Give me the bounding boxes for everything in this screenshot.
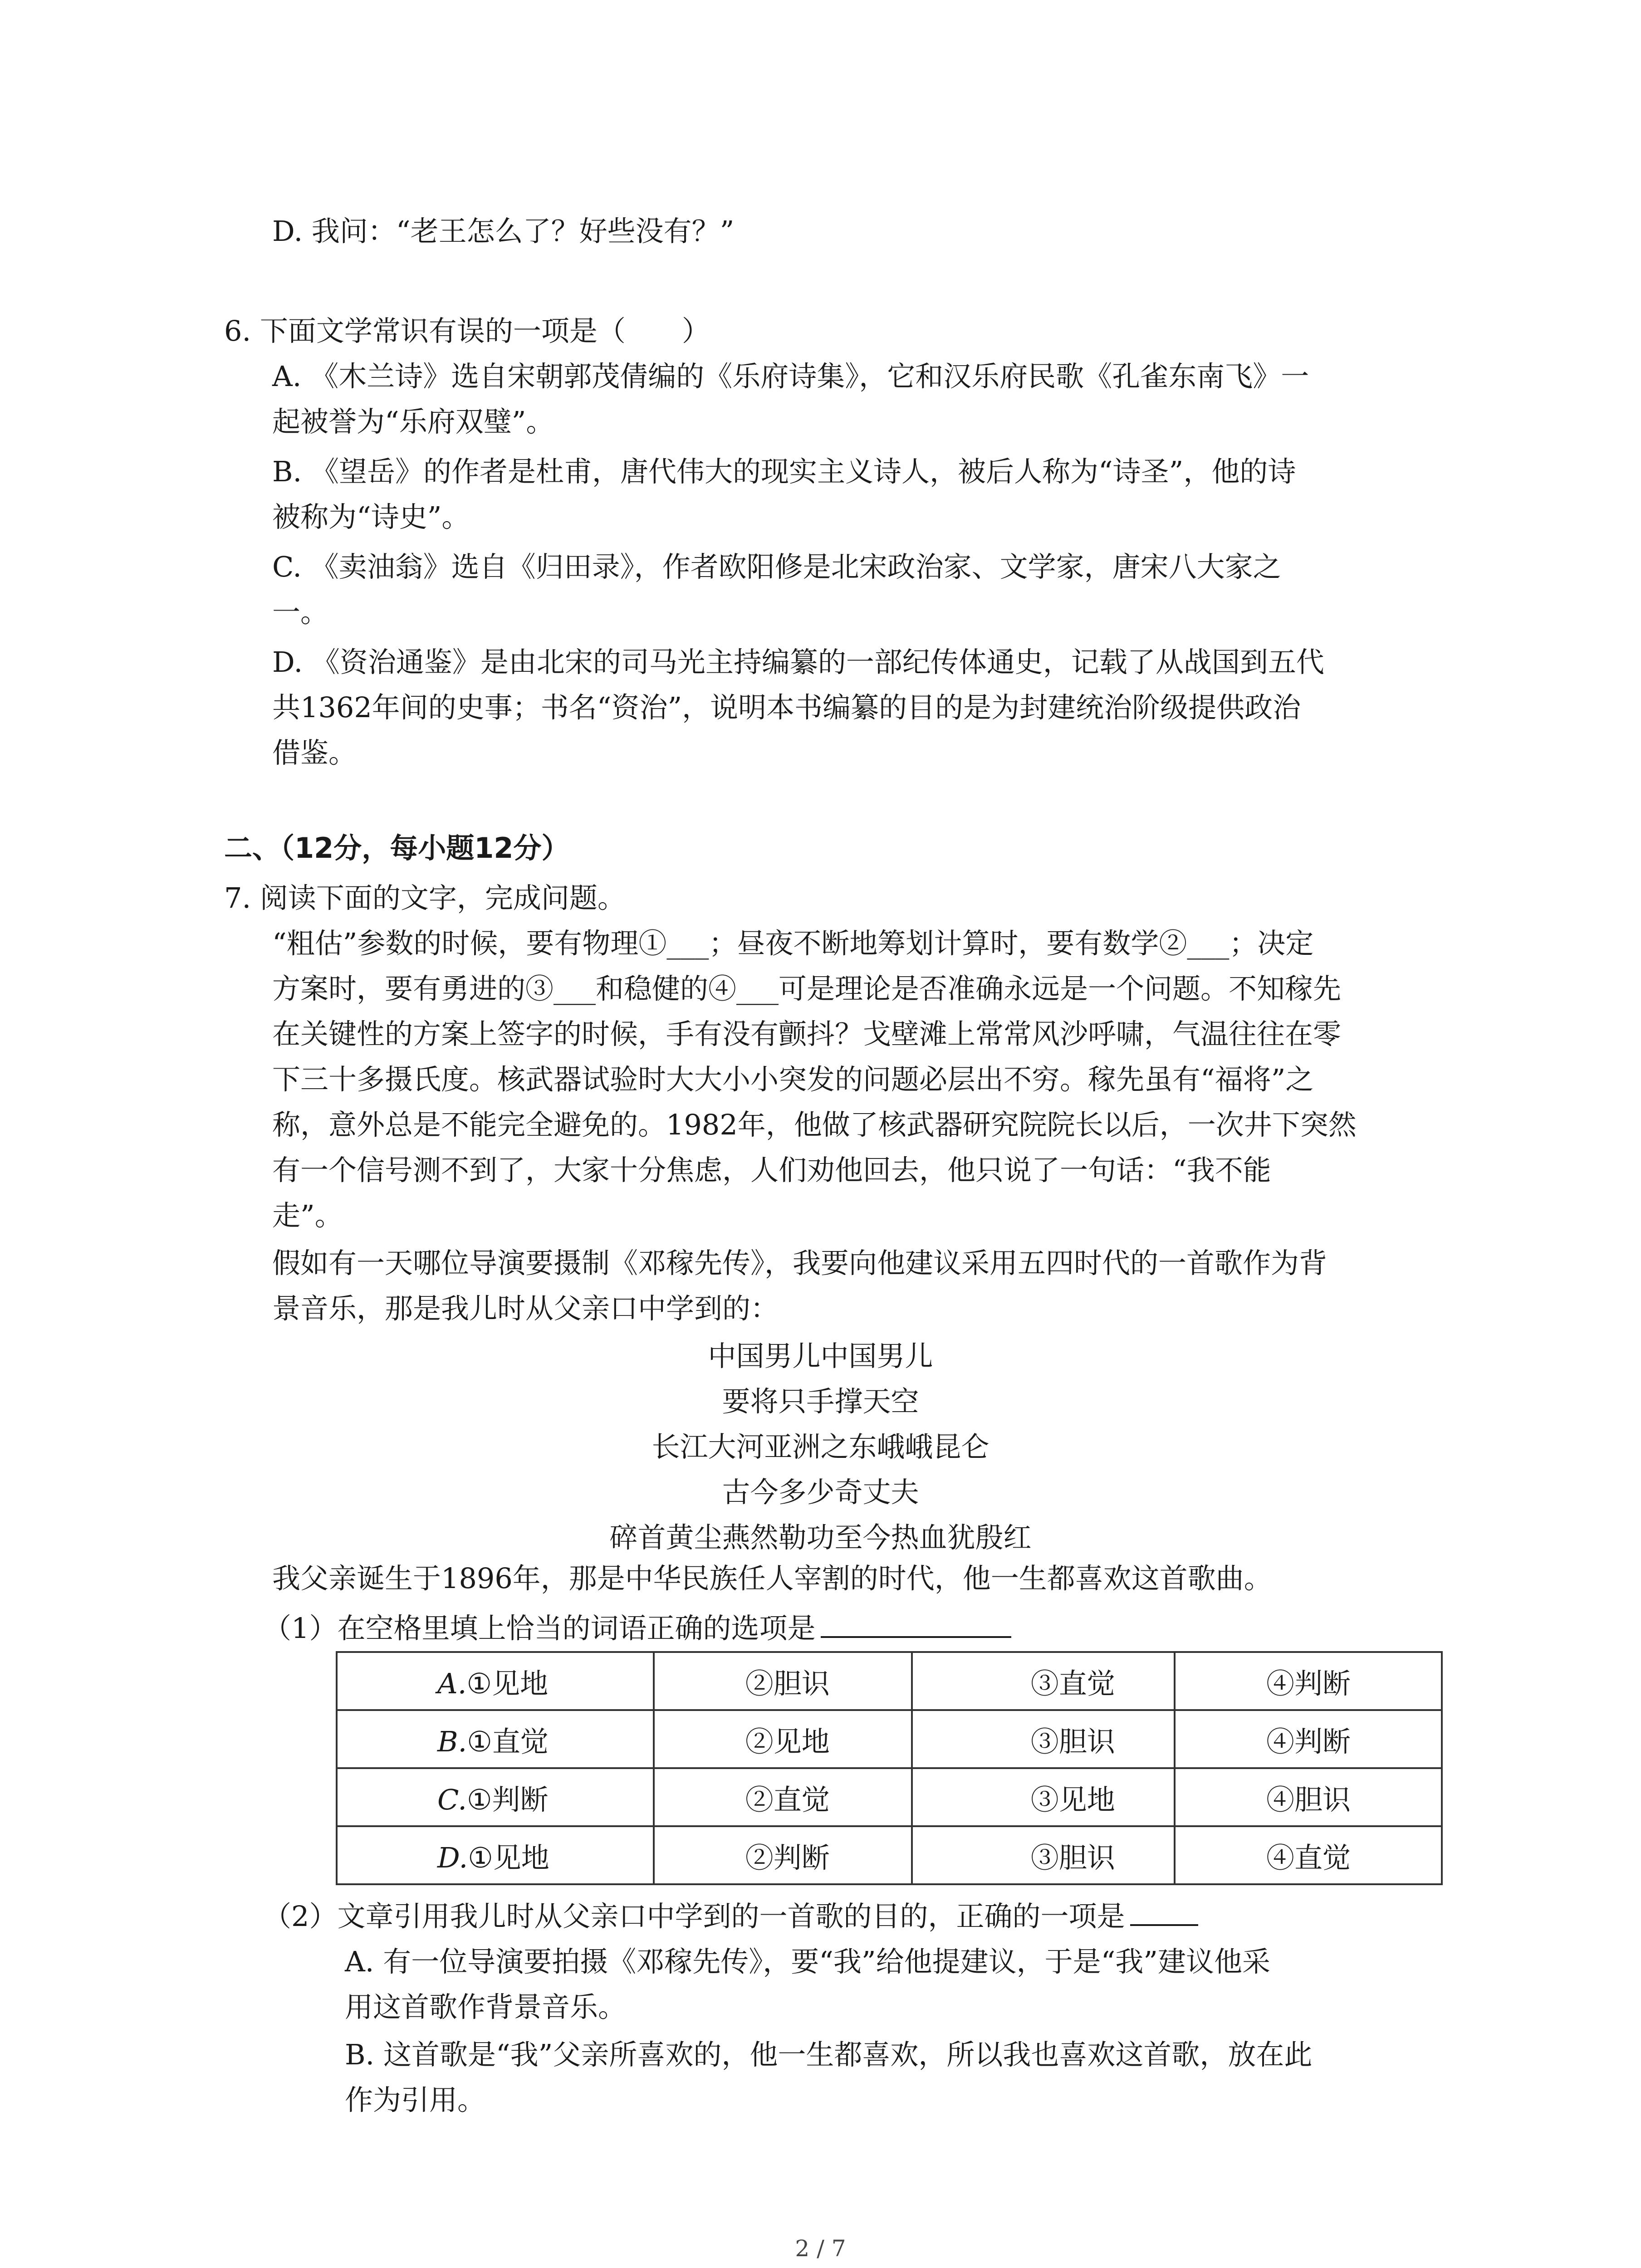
- section-2-title: 二、（12分，每小题12分）: [224, 831, 570, 865]
- table-cell: ④直觉: [1175, 1826, 1442, 1884]
- table-cell: ④判断: [1175, 1652, 1442, 1710]
- option-letter: B.: [437, 1725, 467, 1758]
- answer-blank[interactable]: [1130, 1896, 1198, 1926]
- option-word: ①见地: [466, 1667, 549, 1700]
- table-cell: ②直觉: [654, 1768, 912, 1826]
- option-letter: C.: [437, 1783, 467, 1816]
- q7-stem: 7. 阅读下面的文字，完成问题。: [224, 881, 626, 914]
- option-word: ①见地: [468, 1841, 549, 1874]
- table-cell: ④胆识: [1175, 1768, 1442, 1826]
- table-cell: ②见地: [654, 1710, 912, 1768]
- q7-sub2-text: （2）文章引用我儿时从父亲口中学到的一首歌的目的，正确的一项是: [263, 1900, 1125, 1933]
- q7-passage-line7: 走”。: [272, 1199, 343, 1232]
- table-cell: [337, 1652, 654, 1710]
- q7-sub2-option-a-line1: A. 有一位导演要拍摄《邓稼先传》，要“我”给他提建议，于是“我”建议他采: [345, 1945, 1270, 1978]
- table-row: [337, 1710, 1442, 1768]
- q7-passage-line3: 在关键性的方案上签字的时候，手有没有颤抖？戈壁滩上常常风沙呼啸，气温往往在零: [272, 1017, 1342, 1051]
- q7-passage-line2: 方案时，要有勇进的③___和稳健的④___可是理论是否准确永远是一个问题。不知稼先: [272, 972, 1342, 1005]
- table-cell: [337, 1710, 654, 1768]
- q7-passage-line10: 我父亲诞生于1896年，那是中华民族任人宰割的时代，他一生都喜欢这首歌曲。: [272, 1562, 1272, 1595]
- song-line-2: 要将只手撑天空: [722, 1385, 919, 1418]
- option-letter: D.: [437, 1841, 468, 1874]
- q7-sub2-stem: [263, 1896, 1198, 1935]
- table-row: [337, 1652, 1442, 1710]
- q6-option-b-line1: B. 《望岳》的作者是杜甫，唐代伟大的现实主义诗人，被后人称为“诗圣”，他的诗: [272, 455, 1296, 488]
- q6-stem: 6. 下面文学常识有误的一项是（ ）: [224, 314, 710, 347]
- q7-sub2-option-a-line2: 用这首歌作背景音乐。: [345, 1990, 627, 2024]
- answer-blank[interactable]: [821, 1608, 1011, 1638]
- table-cell: ④判断: [1175, 1710, 1442, 1768]
- q7-sub1-text: （1）在空格里填上恰当的词语正确的选项是: [263, 1612, 816, 1645]
- table-row: [337, 1768, 1442, 1826]
- previous-option-d: D. 我问：“老王怎么了？好些没有？”: [272, 215, 735, 248]
- table-cell: ③见地: [912, 1768, 1175, 1826]
- q7-passage-line8: 假如有一天哪位导演要摄制《邓稼先传》，我要向他建议采用五四时代的一首歌作为背: [272, 1246, 1327, 1280]
- q6-option-d-line1: D. 《资治通鉴》是由北宋的司马光主持编纂的一部纪传体通史，记载了从战国到五代: [272, 645, 1324, 679]
- q6-option-c-line2: 一。: [272, 596, 329, 629]
- q7-passage-line4: 下三十多摄氏度。核武器试验时大大小小突发的问题必层出不穷。稼先虽有“福将”之: [272, 1063, 1314, 1096]
- q7-passage-line5: 称，意外总是不能完全避免的。1982年，他做了核武器研究院院长以后，一次井下突然: [272, 1108, 1357, 1141]
- table-cell: ③胆识: [912, 1710, 1175, 1768]
- q7-passage-line6: 有一个信号测不到了，大家十分焦虑，人们劝他回去，他只说了一句话：“我不能: [272, 1154, 1271, 1187]
- page-number: 2 / 7: [795, 2235, 846, 2262]
- table-cell: ②胆识: [654, 1652, 912, 1710]
- table-cell: ③直觉: [912, 1652, 1175, 1710]
- song-line-3: 长江大河亚洲之东峨峨昆仑: [652, 1430, 989, 1463]
- table-cell: ②判断: [654, 1826, 912, 1884]
- q6-option-d-line2: 共1362年间的史事；书名“资治”，说明本书编纂的目的是为封建统治阶级提供政治: [272, 691, 1301, 724]
- table-cell: ③胆识: [912, 1826, 1175, 1884]
- q6-option-d-line3: 借鉴。: [272, 736, 357, 769]
- q7-passage-line9: 景音乐，那是我儿时从父亲口中学到的：: [272, 1292, 779, 1325]
- q6-option-a-line1: A. 《木兰诗》选自宋朝郭茂倩编的《乐府诗集》，它和汉乐府民歌《孔雀东南飞》一: [272, 360, 1309, 393]
- q7-sub2-option-b-line2: 作为引用。: [345, 2083, 486, 2116]
- song-line-5: 碎首黄尘燕然勒功至今热血犹殷红: [609, 1521, 1032, 1554]
- option-word: ①直觉: [467, 1725, 549, 1758]
- q6-option-c-line1: C. 《卖油翁》选自《归田录》，作者欧阳修是北宋政治家、文学家，唐宋八大家之: [272, 550, 1281, 583]
- options-table: [336, 1651, 1443, 1885]
- table-cell: [337, 1826, 654, 1884]
- q7-passage-line1: “粗估”参数的时候，要有物理①___；昼夜不断地筹划计算时，要有数学②___；决定: [272, 927, 1314, 960]
- q7-sub1-stem: [263, 1608, 1011, 1647]
- option-word: ①判断: [466, 1783, 549, 1816]
- q6-option-a-line2: 起被誉为“乐府双璧”。: [272, 405, 554, 438]
- table-row: [337, 1826, 1442, 1884]
- q7-sub2-option-b-line1: B. 这首歌是“我”父亲所喜欢的，他一生都喜欢，所以我也喜欢这首歌，放在此: [345, 2038, 1313, 2071]
- song-line-1: 中国男儿中国男儿: [708, 1339, 933, 1373]
- song-line-4: 古今多少奇丈夫: [722, 1476, 919, 1509]
- option-letter: A.: [437, 1667, 467, 1700]
- table-cell: [337, 1768, 654, 1826]
- q6-option-b-line2: 被称为“诗史”。: [272, 500, 470, 533]
